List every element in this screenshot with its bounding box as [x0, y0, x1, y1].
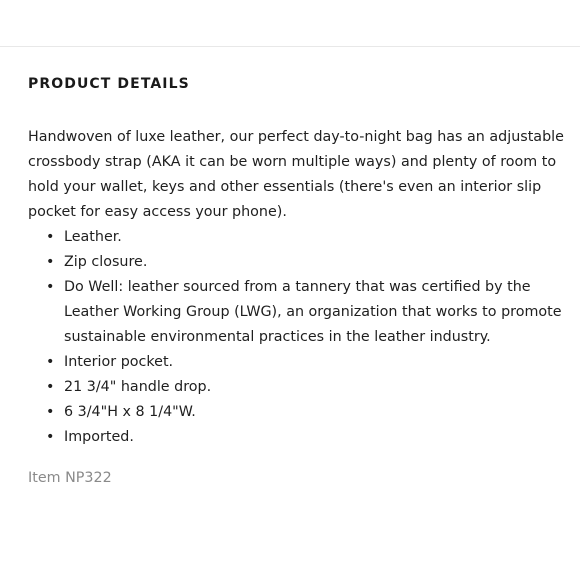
item-number: Item NP322 [28, 470, 112, 486]
feature-list [28, 225, 573, 450]
feature-item: • Interior pocket. [64, 350, 573, 375]
feature-item: • 6 3/4"H x 8 1/4"W. [64, 400, 573, 425]
product-description: Handwoven of luxe leather, our perfect day-to-night bag has an adjustable crossbody strap (AKA it can be worn multiple ways) and plenty of room to hold your wallet, keys and other essentials (there's even an interior slip pocket for easy access your phone). [28, 129, 564, 220]
feature-item: • Imported. [64, 425, 573, 450]
feature-item: • 21 3/4" handle drop. [64, 375, 573, 400]
feature-item: • Do Well: leather sourced from a tannery that was certified by the Leather Working Group (LWG), an organization that works to promote sustainable environmental practices in the leather industry. [64, 275, 573, 350]
feature-item: • Zip closure. [64, 250, 573, 275]
product-details-section [28, 73, 573, 491]
top-divider [0, 46, 580, 47]
feature-item: • Leather. [64, 225, 573, 250]
section-heading: PRODUCT DETAILS [28, 76, 190, 92]
